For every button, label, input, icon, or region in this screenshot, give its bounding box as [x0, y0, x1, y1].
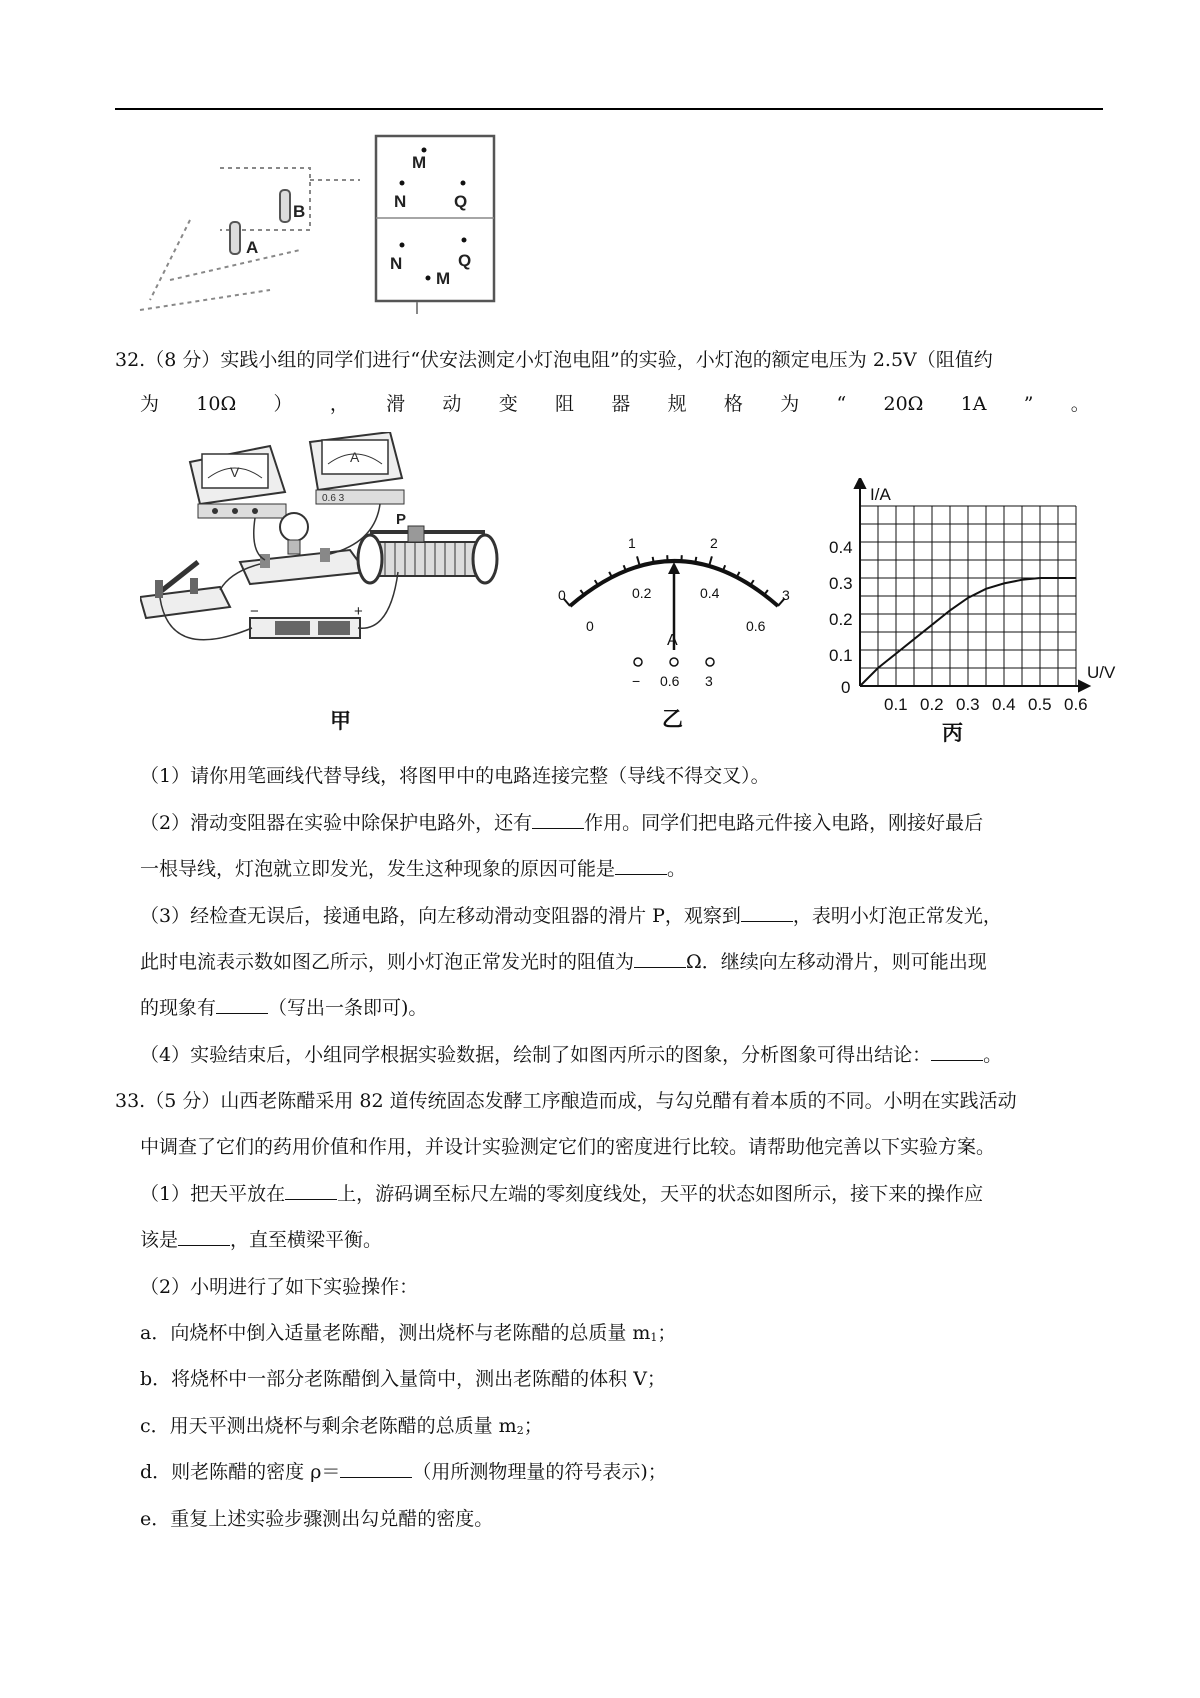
blank-phenomenon: [216, 995, 268, 1014]
point-n-bottom: N: [390, 254, 403, 273]
blank-place-balance: [285, 1181, 337, 1200]
voltmeter: [190, 446, 286, 518]
q33-step-b: b．将烧杯中一部分老陈醋倒入量筒中，测出老陈醋的体积 V；: [140, 1368, 666, 1390]
caption-yi: 乙: [662, 708, 683, 731]
blank-observation: [741, 903, 793, 922]
blank-rheostat-role: [532, 810, 584, 829]
blank-next-operation: [178, 1227, 230, 1246]
battery: [250, 603, 363, 638]
point-m-bottom: M: [436, 269, 451, 288]
blank-lamp-cause: [615, 856, 667, 875]
caption-jia: 甲: [330, 710, 351, 733]
xtick-03: 0.3: [956, 695, 980, 714]
terminal-minus: −: [632, 673, 641, 689]
figure-mnq-panel: [372, 132, 500, 317]
slider-p-label: P: [396, 511, 407, 528]
figure-bing-iu-graph: [815, 478, 1145, 748]
battery-minus: −: [250, 603, 259, 620]
blank-density-formula: [340, 1459, 412, 1478]
dial-tick: [750, 580, 753, 585]
q32-part3-line2: 此时电流表示数如图乙所示，则小灯泡正常发光时的阻值为 Ω．继续向左移动滑片，则可能出现: [140, 951, 987, 973]
y-axis-label: I/A: [870, 485, 891, 504]
xtick-01: 0.1: [884, 695, 908, 714]
ytick-04: 0.4: [829, 538, 853, 557]
dial-unit: A: [667, 632, 678, 649]
inner-tick-2: 0.4: [700, 585, 720, 601]
blank-conclusion: [931, 1042, 983, 1061]
q33-line2: 中调查了它们的药用价值和作用，并设计实验测定它们的密度进行比较。请帮助他完善以下实验方案。: [140, 1136, 996, 1158]
point-q-bottom: Q: [458, 251, 472, 270]
terminal-3: 3: [705, 673, 713, 689]
caption-bing: 丙: [942, 722, 963, 745]
ytick-03: 0.3: [829, 574, 853, 593]
inner-tick-3: 0.6: [746, 618, 766, 634]
xtick-04: 0.4: [992, 695, 1016, 714]
label-b: B: [293, 202, 306, 221]
origin-label: 0: [841, 678, 851, 697]
outer-tick-1: 1: [628, 535, 636, 551]
q32-line2: 为 10Ω ） ， 滑 动 变 阻 器 规 格 为 “ 20Ω 1A ” 。: [140, 393, 1090, 415]
q33-step-c: c．用天平测出烧杯与剩余老陈醋的总质量 m2；: [140, 1415, 543, 1437]
ammeter: [310, 432, 404, 504]
x-axis-label: U/V: [1087, 663, 1116, 682]
figure-jia-circuit: [140, 432, 540, 744]
ammeter-terminals: 0.6 3: [322, 493, 345, 504]
xtick-02: 0.2: [920, 695, 944, 714]
figure-rods: [130, 150, 370, 320]
header-rule: [115, 108, 1103, 110]
q32-part3-line3: 的现象有 （写出一条即可)。: [140, 997, 428, 1019]
q32-part2-line1: （2）滑动变阻器在实验中除保护电路外，还有 作用。同学们把电路元件接入电路，刚接好最后: [140, 812, 984, 834]
switch: [140, 562, 230, 618]
dial-tick: [695, 557, 696, 563]
q32-line1: 32.（8 分）实践小组的同学们进行“伏安法测定小灯泡电阻”的实验，小灯泡的额定电压为 2.5V（阻值约: [115, 349, 993, 371]
q33-step-e: e．重复上述实验步骤测出勾兑醋的密度。: [140, 1508, 494, 1530]
inner-tick-0: 0: [586, 618, 594, 634]
q33-part1-line2: 该是 ，直至横梁平衡。: [140, 1229, 383, 1251]
rheostat: [358, 511, 497, 583]
ytick-01: 0.1: [829, 646, 853, 665]
xtick-05: 0.5: [1028, 695, 1052, 714]
q32-part4: （4）实验结束后，小组同学根据实验数据，绘制了如图丙所示的图象，分析图象可得出结论： 。: [140, 1044, 1003, 1066]
terminal-06: 0.6: [660, 673, 680, 689]
point-n-top: N: [394, 192, 407, 211]
outer-tick-3: 3: [782, 587, 790, 603]
point-m-top: M: [412, 153, 427, 172]
q33-step-d: d．则老陈醋的密度 ρ＝ （用所测物理量的符号表示)；: [140, 1461, 667, 1483]
blank-resistance: [634, 949, 686, 968]
q32-part2-line2: 一根导线，灯泡就立即发光，发生这种现象的原因可能是 。: [140, 858, 687, 880]
inner-tick-1: 0.2: [632, 585, 652, 601]
voltmeter-label: V: [230, 464, 240, 480]
dial-tick: [595, 580, 598, 585]
q33-part2: （2）小明进行了如下实验操作：: [140, 1276, 419, 1298]
label-a: A: [246, 238, 259, 257]
point-q-top: Q: [454, 192, 468, 211]
dial-tick: [653, 557, 654, 563]
q33-line1: 33.（5 分）山西老陈醋采用 82 道传统固态发酵工序酿造而成，与勾兑醋有着本质的不同。小明在实践活动: [115, 1090, 1017, 1112]
q33-step-a: a．向烧杯中倒入适量老陈醋，测出烧杯与老陈醋的总质量 m1；: [140, 1322, 677, 1344]
ammeter-label: A: [350, 449, 360, 465]
q33-part1-line1: （1）把天平放在 上，游码调至标尺左端的零刻度线处，天平的状态如图所示，接下来的操作应: [140, 1183, 984, 1205]
outer-tick-0: 0: [558, 587, 566, 603]
outer-tick-2: 2: [710, 535, 718, 551]
xtick-06: 0.6: [1064, 695, 1088, 714]
q32-part1: （1）请你用笔画线代替导线，将图甲中的电路连接完整（导线不得交叉）。: [140, 765, 770, 787]
ytick-02: 0.2: [829, 610, 853, 629]
battery-plus: +: [354, 603, 363, 620]
q32-part3-line1: （3）经检查无误后，接通电路，向左移动滑动变阻器的滑片 P，观察到 ，表明小灯泡正常发光，: [140, 905, 1002, 927]
figure-yi-ammeter-dial: [550, 530, 800, 745]
